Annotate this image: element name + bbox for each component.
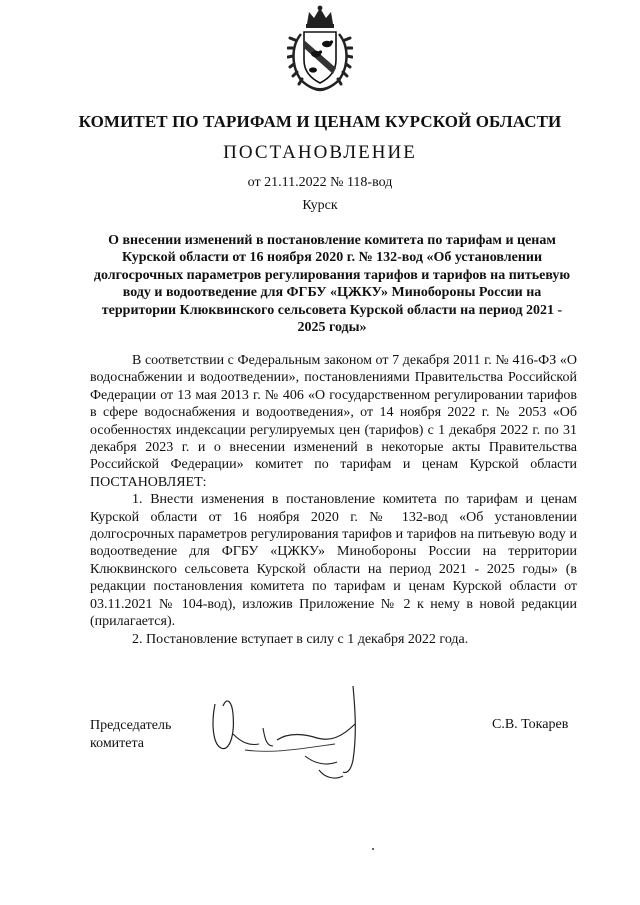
document-body (90, 352, 577, 648)
signatory-position-line2: комитета (90, 736, 145, 751)
coat-of-arms-icon (287, 4, 353, 92)
organization-name: КОМИТЕТ ПО ТАРИФАМ И ЦЕНАМ КУРСКОЙ ОБЛАСТИ (78, 112, 562, 131)
document-date-number: от 21.11.2022 № 118-вод (247, 175, 393, 190)
document-type: ПОСТАНОВЛЕНИЕ (223, 142, 417, 163)
item-2-paragraph: 2. Постановление вступает в силу с 1 декабря 2022 года. (132, 631, 469, 647)
signatory-name: С.В. Токарев (492, 717, 569, 732)
signatory-position (90, 717, 171, 753)
page-speck (372, 848, 374, 850)
preamble-paragraph: В соответствии с Федеральным законом от 7 декабря 2011 г. № 416-ФЗ «О водоснабжении и водоотведении», постановлениями Правительства Российской Федерации от 13 мая 2013 г. № 406 «О государственном регулировании тарифов в сфере водоснабжения и водоотведения», от 14 ноября 2022 г. № 2053 «Об особенностях индексации регулируемых цен (тарифов) с 1 декабря 2022 г. по 31 декабря 2023 г. и о внесении изменений в некоторые акты Правительства Российской Федерации» комитет по тарифам и ценам Курской области ПОСТАНОВЛЯЕТ: (90, 353, 577, 490)
item-1-paragraph: 1. Внести изменения в постановление комитета по тарифам и ценам Курской области от 16 ноября 2020 г. № 132-вод «Об установлении долгосрочных параметров регулирования тарифов и тарифов на питьевую воду и водоотведение для ФГБУ «ЦЖКУ» Минобороны России на территории Клюквинского сельсовета Курской области на период 2021 - 2025 годы» (в редакции постановления комитета по тарифам и ценам Курской области от 03.11.2021 № 104-вод), изложив Приложение № 2 к нему в новой редакции (прилагается). (90, 492, 577, 630)
signatory-position-line1: Председатель (90, 718, 172, 733)
handwritten-signature (185, 684, 395, 784)
document-subject: О внесении изменений в постановление комитета по тарифам и ценам Курской области от 16 ноября 2020 г. № 132-вод «Об установлении долгосрочных параметров регулирования тарифов и тарифов на питьевую воду и водоотведение для ФГБУ «ЦЖКУ» Минобороны России на территории Клюквинского сельсовета Курской области на период 2021 - 2025 годы» (93, 233, 571, 336)
document-city: Курск (302, 198, 338, 213)
